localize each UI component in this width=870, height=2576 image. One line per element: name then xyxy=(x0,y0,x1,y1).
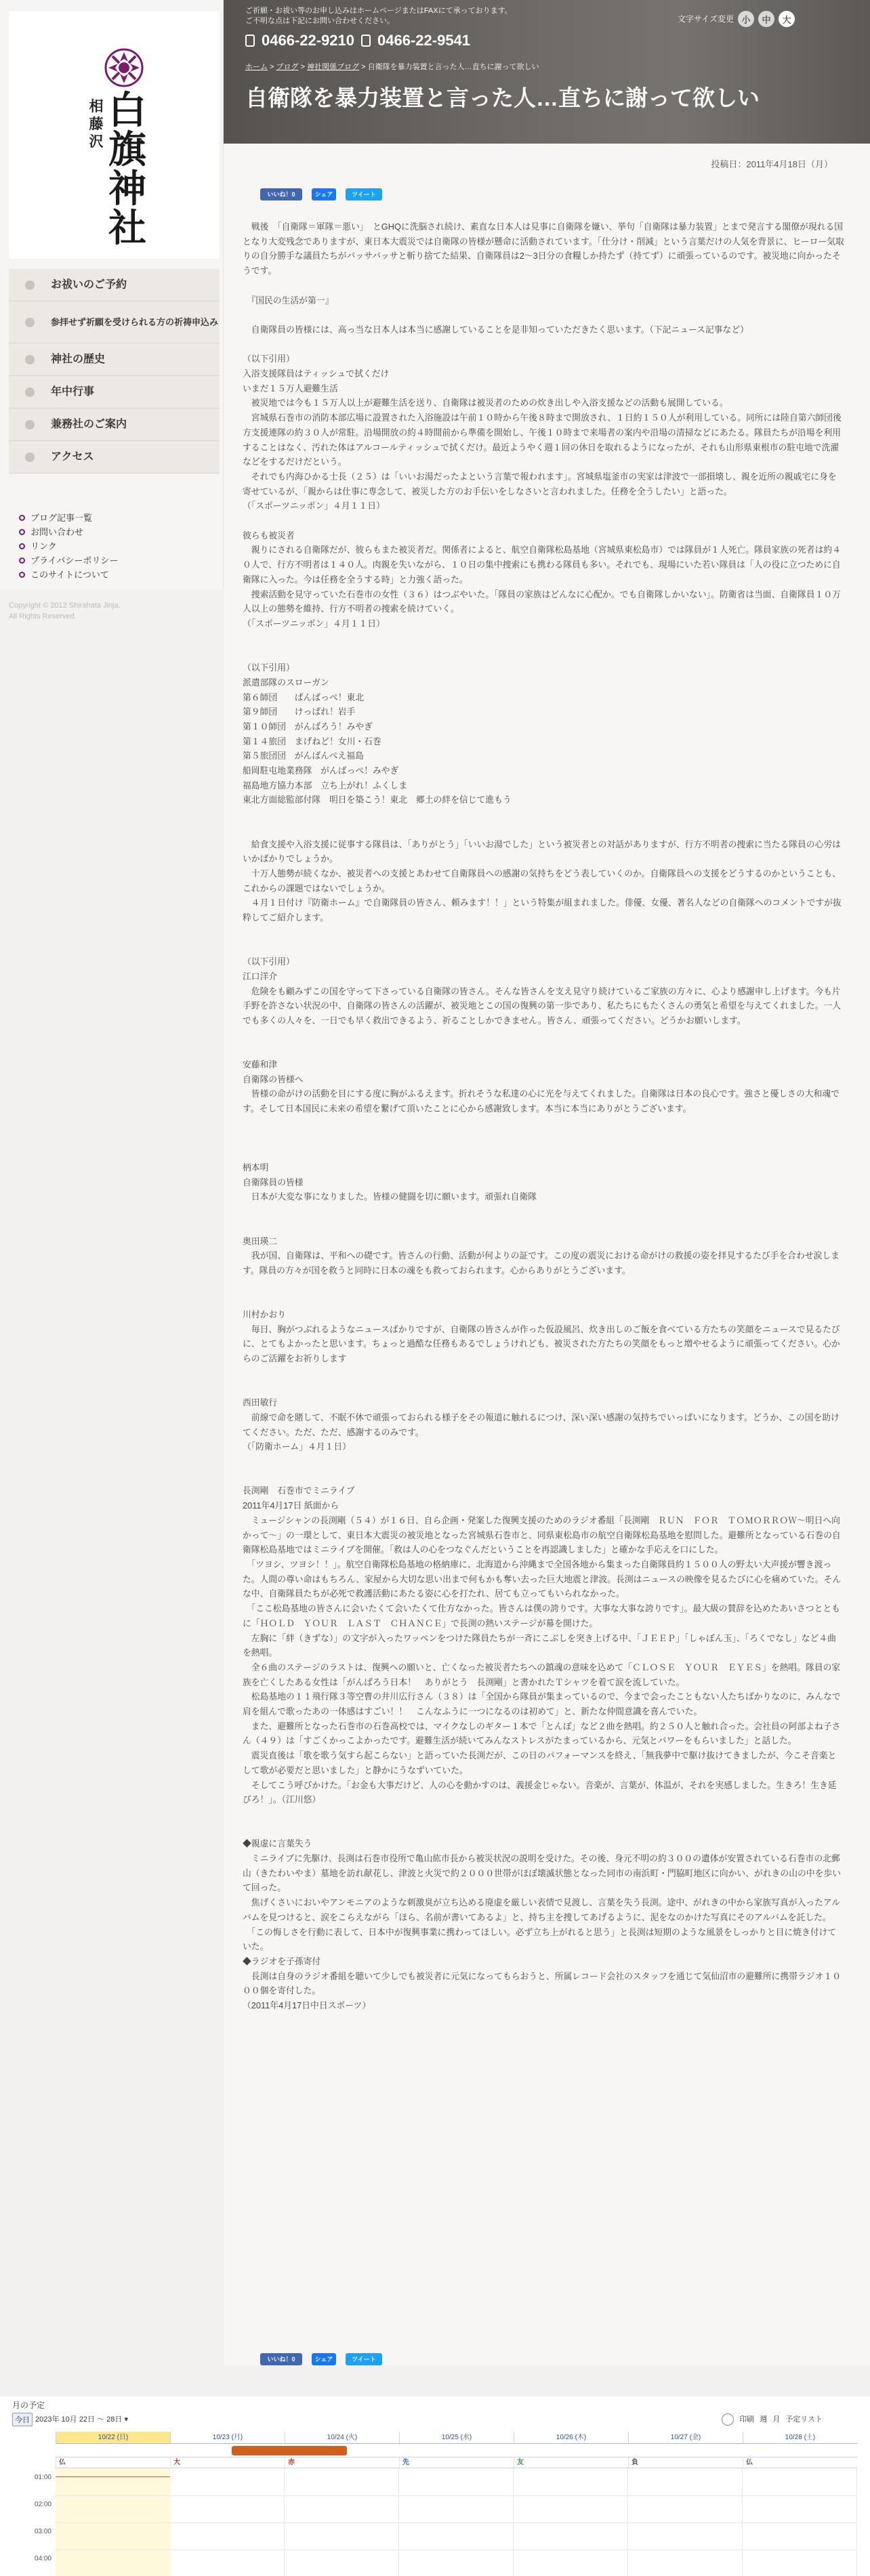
calendar-label: 月の予定 xyxy=(12,2401,45,2410)
rokuyo-label: 負 xyxy=(628,2457,743,2468)
paragraph: 川村かおり 毎日、胸がつぶれるようなニュースばかりですが、自衛隊の皆さんが作った仮設風呂、炊き出しのご飯を食べている方たちの笑顔をニュースで見るたびに、とてもよかったと思います。ちょっと過酷な任務もあるでしょうけれども、被災された方たちの笑顔をもっと増やせるように頑張ってください。心からのご活躍をお祈りします xyxy=(243,1309,840,1364)
breadcrumb: ホーム > ブログ > 神社関係ブログ > 自衛隊を暴力装置と言った人…直ちに謝って欲しい xyxy=(245,63,539,71)
mitsudomoe-crest-icon xyxy=(104,48,144,87)
bullet-icon xyxy=(19,572,25,578)
nav-bullet-icon xyxy=(25,420,35,429)
nav-item-oharai[interactable] xyxy=(9,269,220,301)
bullet-icon xyxy=(19,543,25,549)
like-button[interactable]: いいね！0 xyxy=(260,188,302,200)
font-size-label: 文字サイズ変更 xyxy=(678,14,734,24)
site-logo[interactable] xyxy=(9,11,220,259)
font-small-button[interactable]: 小 xyxy=(738,11,754,27)
paragraph: 安藤和津 自衛隊の皆様へ 皆様の命がけの活動を目にする度に胸がふるえます。折れそうな私達の心に光を与えてくれました。自衛隊は日本の良心です。強さと優しさの大和魂です。そして日本国民に未来の希望を繋げて頂いたことに心から感謝致します。本当に本当にありがとうございます。 xyxy=(243,1059,840,1114)
calendar-widget xyxy=(0,2396,870,2576)
date-range-selector[interactable]: 2023年 10月 22日 ～ 28日 ▾ xyxy=(35,2415,128,2424)
link-contact[interactable]: お問い合わせ xyxy=(19,525,118,539)
font-large-button[interactable]: 大 xyxy=(779,11,795,27)
rokuyo-label: 仏 xyxy=(743,2457,857,2468)
hour-label: 02:00 xyxy=(34,2501,51,2508)
day-header[interactable]: 10/26 (木) xyxy=(514,2432,628,2443)
hour-label: 01:00 xyxy=(34,2474,51,2481)
bullet-icon xyxy=(19,557,25,564)
calendar-toolbar xyxy=(12,2413,128,2426)
time-grid[interactable] xyxy=(56,2468,857,2576)
nav-bullet-icon xyxy=(25,318,35,327)
paragraph: 長渕剛 石巻市でミニライブ 2011年4月17日 紙面から ミュージシャンの長渕剛（５４）が１６日、自ら企画・発案した復興支援のためのラジオ番組「長渕剛 ＲＵＮ ＦＯＲ ＴＯＭＯＲＲＯＷ〜明日へ向かって〜」の一環として、東日本大震災の被災地となった宮城県石巻市と、同県東松島市の航空自衛隊松島基地を慰問した。避難所となっている石巻の自衛隊松島基地ではミニライブを開催。「救は人の心をつなぐんだということを再認識しました」と確かな手応えを口にした。 「ツヨシ、ツヨシ！！」。航空自衛隊松島基地の格納庫に、北海道から沖縄まで全国各地から集まった自衛隊員約１５００人の野太い大声援が響き渡った。人間の尊い命はもちろん、家屋から大切な思い出まで何もかも奪い去った巨大地震と津波。長渕はニュースの映像を見るたびに心を痛めていた。そんな中、自衛隊員たちが必死で救護活動にあたる姿に心を打たれ、居ても立ってもいられなかった。 「ここ松島基地の皆さんに会いたくて会いたくて仕方なかった。皆さんは僕の誇りです。大事な大事な誇りです」。最大級の賛辞を込めたあいさつとともに「ＨＯＬＤ ＹＯＵＲ ＬＡＳＴ ＣＨＡＮＣＥ」で長渕の熱いステージが幕を開けた。 左胸に「絆（きずな）」の文字が入ったワッペンをつけた隊員たちが一斉にこぶしを突き上げる中、「ＪＥＥＰ」「しゃぼん玉」、「ろくでなし」など４曲を熱唱。 全６曲のステージのラストは、復興への願いと、亡くなった被災者たちへの鎮魂の意味を込めて「ＣＬＯＳＥ ＹＯＵＲ ＥＹＥＳ」を熱唱。隊員の家族を亡くしたある女性は「がんばろう日本！ ありがとう 長渕剛」と書かれたＴシャツを着て涙を流していた。 松島基地の１１飛行隊３等空曹の井川広行さん（３８）は「全国から隊員が集まっているので、今まで会ったこともない人たちばかりなのに、みんなで肩を組んで歌ったあの一体感はすごい！！ こんなふうに一つになるのは初めて」と、新たな仲間意識を喜んでいた。 また、避難所となった石巻市の石巻高校では、マイクなしのギター１本で「とんぼ」など２曲を熱唱。約２５０人と触れ合った。会社員の阿部よね子さん（４９）は「すごくかっこよかったです。避難生活が続いてみんなストレスがたまっているから、元気とパワーをもらいました」と話した。 震災直後は「歌を歌う気すら起こらない」と語っていた長渕だが、この日のパフォーマンスを終え、「無我夢中で駆け抜けてきましたが、今こそ音楽として歌が必要だと思いました」と静かにうなずいていた。 そしてこう呼びかけた。「お金も大事だけど、人の心を動かすのは、義援金じゃない。音楽が、言葉が、体温が、それを実感しました。生きろ！生き延びろ！」。（江川悠） xyxy=(243,1485,842,1805)
paragraph: （以下引用） 入浴支援隊員はティッシュで拭くだけ いまだ１５万人避難生活 被災地では今も１５万人以上が避難生活を送り、自衛隊は被災者のための炊き出しや入浴支援などの活動も展開している。 宮城県石巻市の消防本部広場に設置された入浴施設は午前１０時から午後８時まで開放され、１日約１５０人が利用している。同所には陸自第六師団後方支援連隊の約３０人が常駐。沿場開放の約４時間前から準備を開始し、午後１０時まで来場者の案内や沿場の清掃などにあたる。隊員たちが沿場を利用することはなく、汚れた体はアルコールティッシュで拭くだけ。最近ようやく週１回の休日を取れるようになったが、それも山形県東根市の駐屯地で洗濯などをするだけだという。 それでも内海ひかる士長（２５）は「いいお湯だったよという言葉で報われます」。宮城県塩釜市の実家は津波で一部損壊し、親を近所の親戚宅に身を寄せているが、「親からは仕事に専念して、被災した方のお手伝いをしなさいと言われました。任務を全うしたい」と語った。 （「スポーツニッポン」４月１１日） xyxy=(243,354,842,511)
hour-labels xyxy=(12,2468,56,2576)
rokuyo-label: 先 xyxy=(399,2457,514,2468)
breadcrumb-home[interactable]: ホーム xyxy=(245,63,268,71)
font-size-switcher xyxy=(678,11,795,27)
rokuyo-label: 大 xyxy=(170,2457,285,2468)
link-blog-list[interactable]: ブログ記事一覧 xyxy=(19,511,118,525)
nav-bullet-icon xyxy=(25,452,35,462)
nav-item-events[interactable] xyxy=(9,376,220,408)
rokuyo-row xyxy=(56,2457,857,2468)
tweet-button[interactable]: ツイート xyxy=(346,2353,382,2365)
print-icon[interactable] xyxy=(722,2413,734,2426)
copyright: Copyright © 2012 Shirahata Jinja. All Rights Reserved. xyxy=(9,601,121,620)
hour-label: 03:00 xyxy=(34,2528,51,2535)
breadcrumb-current: 自衛隊を暴力装置と言った人…直ちに謝って欲しい xyxy=(367,63,539,71)
page-title: 自衛隊を暴力装置と言った人…直ちに謝って欲しい xyxy=(245,85,760,110)
fax-icon xyxy=(361,35,371,47)
breadcrumb-blog[interactable]: ブログ xyxy=(276,63,299,71)
fax-number: 0466-22-9541 xyxy=(377,32,471,49)
link-privacy[interactable]: プライバシーポリシー xyxy=(19,553,118,568)
sidebar xyxy=(0,0,224,589)
day-header[interactable]: 10/23 (月) xyxy=(170,2432,285,2443)
day-header[interactable]: 10/24 (火) xyxy=(285,2432,399,2443)
day-header[interactable]: 10/27 (金) xyxy=(628,2432,743,2443)
share-button[interactable]: シェア xyxy=(312,188,336,200)
all-day-row[interactable] xyxy=(56,2444,857,2457)
sub-links xyxy=(19,511,118,582)
calendar-day-headers xyxy=(56,2432,857,2444)
tweet-button[interactable]: ツイート xyxy=(346,188,382,200)
nav-label: アクセス xyxy=(51,450,94,463)
hour-line xyxy=(56,2522,857,2523)
main-content xyxy=(224,144,870,2365)
rokuyo-label: 赤 xyxy=(285,2457,399,2468)
like-button[interactable]: いいね！0 xyxy=(260,2353,302,2365)
nav-bullet-icon xyxy=(25,355,35,364)
paragraph: 戦後 「自衛隊＝軍隊＝悪い」 とGHQに洗脳され続け、素直な日本人は見事に自衛隊を嫌い、挙句「自衛隊は暴力装置」とまで発言する閣僚が現れる国となり大変残念でありますが、東日本大震災では自衛隊の皆様が懸命に活動されています。「仕分け・削減」という言葉だけの人気を背景に、ヒーロー気取りの自分勝手な議員たちがバッサバッサと斬り捨てた結果、自衛隊員は2〜3日分の食糧しか持たず（持てず）に頑張っているのです。被災地に向かったそうです。 xyxy=(243,221,844,276)
view-month[interactable]: 月 xyxy=(772,2415,781,2424)
paragraph: 自衛隊員の皆様には、高っ当な日本人は本当に感謝していることを是非知っていただきたく思います。（下記ニュース記事など） xyxy=(251,324,749,335)
phone-number[interactable]: 0466-22-9210 xyxy=(262,32,355,49)
bullet-icon xyxy=(19,529,25,535)
nav-item-access[interactable] xyxy=(9,441,220,473)
paragraph: 給食支援や入浴支援に従事する隊員は、「ありがとう」「いいお湯でした」という被災者との対話がありますが、行方不明者の捜索に当たる隊員の心労はいかばかりでしょうか。 十万人態勢が続くなか、被災者への支援とあわせて自衛隊員への感謝の気持ちをどう表していくのか。自衛隊員への支援をどうするのかということも、これからの課題ではないでしょうか。 ４月１日付け『防衛ホーム』で自衛隊員の皆さん、頼みます！！」という特集が組まれました。俳優、女優、著名人などの自衛隊へのコメントですが抜粋してご紹介します。 xyxy=(243,839,842,923)
paragraph: ◆親虚に言葉失う ミニライブに先駆け、長渕は石巻市役所で亀山紘市長から被災状況の説明を受けた。その後、身元不明の約３００の遺体が安置されている石巻市の北郵山（きたわいやま）墓地を訪れ献花し、津波と火災で約２０００世帯がほぼ壊滅状態となった同市の南浜町・門脇町地区に向かい、がれきの山の中を歩いて回った。 焦げくさいにおいやアンモニアのような刺激臭が立ち込める廃虚を厳しい表情で見渡し、言葉を失う長渕。途中、がれきの中から家族写真が入ったアルバムを見つけると、涙をこらえながら「ほら、名前が書いてあるよ」と、持ち主を捜してあげるように、泥をなのかけた写真にそのアルバムを託した。 「この悔しさを行動に表して、日本中が復興事業に携わってほしい。必ず立ち上がれると思う」と長渕は短期のような風景をしっかりと目に焼き付けていた。 ◆ラジオを子孫寄付 長渕は自身のラジオ番組を聴いて少しでも被災者に元気になってもらおうと、所属レコード会社のスタッフを通じて気仙沼市の避難所に携帯ラジオ１０００個を寄付した。 （2011年4月17日中日スポーツ） xyxy=(243,1838,841,2011)
nav-item-remote-prayer[interactable] xyxy=(9,301,220,343)
phone-icon xyxy=(245,35,255,47)
hour-line xyxy=(56,2495,857,2496)
nav-label: 参拝せず祈願を受けられる方の祈祷申込み xyxy=(51,316,219,327)
paragraph: （以下引用） 派遣部隊のスローガン 第６師団 ぱんばっぺ！東北 第９師団 けっぱれ！岩手 第１０師団 がんばろう！みやぎ 第１４旅団 まげねど！女川・石巻 第５旅団団 がんばんぺえ福島 船岡駐屯地業務隊 がんばっぺ！みやぎ 福島地方協力本部 立ち上がれ！ふくしま 東北方面総監部付隊 明日を築こう！東北 郷土の絆を信じて進もう xyxy=(243,662,512,805)
nav-label: 兼務社のご案内 xyxy=(51,418,127,430)
page-header xyxy=(224,0,870,144)
contact-numbers xyxy=(245,30,470,51)
calendar-view-switcher xyxy=(722,2413,823,2426)
day-header[interactable]: 10/22 (日) xyxy=(56,2432,170,2443)
hour-label: 04:00 xyxy=(34,2555,51,2562)
nav-bullet-icon xyxy=(25,387,35,397)
header-notice: ご祈願・お祓い等のお申し込みはホームページまたはFAXにて承っております。 ご不明な点は下記にお問い合わせください。 xyxy=(245,7,512,25)
calendar-event[interactable] xyxy=(232,2446,347,2455)
rokuyo-label: 仏 xyxy=(56,2457,170,2468)
link-links[interactable]: リンク xyxy=(19,539,118,553)
nav-bullet-icon xyxy=(25,280,35,290)
main-nav xyxy=(9,269,220,473)
paragraph: 西田敏行 前線で命を賭して、不眠不休で頑張っておられる様子をその報道に触れるにつけ、深い深い感謝の気持ちでいっぱいになります。どうか、この国を助けてください。ただ、ただ、感謝するのみです。 （「防衛ホーム」４月１日） xyxy=(243,1397,840,1452)
day-header[interactable]: 10/25 (水) xyxy=(399,2432,514,2443)
current-time-line xyxy=(56,2476,170,2477)
paragraph: 柄本明 自衛隊員の皆様 日本が大変な事になりました。皆様の健闘を切に願います。頑張れ自衛隊 xyxy=(243,1162,537,1202)
logo-small-text: 相 藤沢 xyxy=(89,98,104,150)
logo-title: 白旗神社 xyxy=(108,88,146,251)
day-header[interactable]: 10/28 (土) xyxy=(743,2432,857,2443)
nav-label: 神社の歴史 xyxy=(51,353,106,365)
font-medium-button[interactable]: 中 xyxy=(758,11,774,27)
nav-item-history[interactable] xyxy=(9,343,220,376)
paragraph: 『国民の生活が第一』 xyxy=(251,295,334,305)
post-date: 投稿日：2011年4月18日（月） xyxy=(711,159,833,169)
nav-label: 年中行事 xyxy=(51,385,95,398)
link-about[interactable]: このサイトについて xyxy=(19,568,118,582)
share-button[interactable]: シェア xyxy=(312,2353,336,2365)
paragraph: 彼らも被災者 親りにされる自衛隊だが、彼らもまた被災者だ。関係者によると、航空自衛隊松島基地（宮城県東松島市）では隊員が１人死亡。隊員家族の死者は約４０人で、行方不明者は１４０人。肉親を失いながら、１０日の集中捜索にも携わる隊員も多い。それでも、現場にいた若い隊員は「人の役に立つために自衛隊に入った。今は任務を全うする時」と力強く語った。 捜索活動を見守っていた石巻市の女性（３６）はつぶやいた。「隊員の家族はどんなに心配か。でも自衛隊しかいない」。防衛省は当面、自衛隊員１０万人以上の態勢を維持、行方不明者の捜索を続けていく。 （「スポーツニッポン」４月１１日） xyxy=(243,530,841,629)
nav-item-shrines[interactable] xyxy=(9,408,220,441)
rokuyo-label: 友 xyxy=(514,2457,628,2468)
article-body xyxy=(243,219,844,2013)
today-button[interactable]: 今日 xyxy=(12,2413,33,2426)
nav-label: お祓いのご予約 xyxy=(51,278,127,291)
share-buttons-bottom xyxy=(260,2353,382,2365)
view-agenda[interactable]: 予定リスト xyxy=(785,2415,823,2424)
paragraph: 奥田瑛二 我が国、自衛隊は、平和への礎です。皆さんの行動、活動が何よりの証です。この度の震災における命がけの救援の姿を拝見するたび手を合わせ涙します。隊員の方々が国を救うと同時に日本の魂をも救っておられます。心からありがとうございます。 xyxy=(243,1236,840,1275)
view-print[interactable]: 印刷 xyxy=(739,2415,755,2424)
view-week[interactable]: 週 xyxy=(760,2415,768,2424)
paragraph: （以下引用） 江口洋介 危険をも顧みずこの国を守って下さっている自衛隊の皆さん。そんな皆さんを支え見守り続けているご家族の方々に、心より感謝申し上げます。今も片手野を許さない状況の中、自衛隊の皆さんの活躍が、被災地とこの国の復興の第一歩であり、私たちにもたくさんの勇気と希望を与えてくれました。一人でも多くの人々を、一日でも早く救出できるよう、祈ることしかできません。皆さん、頑張ってください。どうかお願いします。 xyxy=(243,956,841,1026)
share-buttons-top xyxy=(260,188,382,200)
bullet-icon xyxy=(19,515,25,521)
breadcrumb-category[interactable]: 神社関係ブログ xyxy=(307,63,360,71)
